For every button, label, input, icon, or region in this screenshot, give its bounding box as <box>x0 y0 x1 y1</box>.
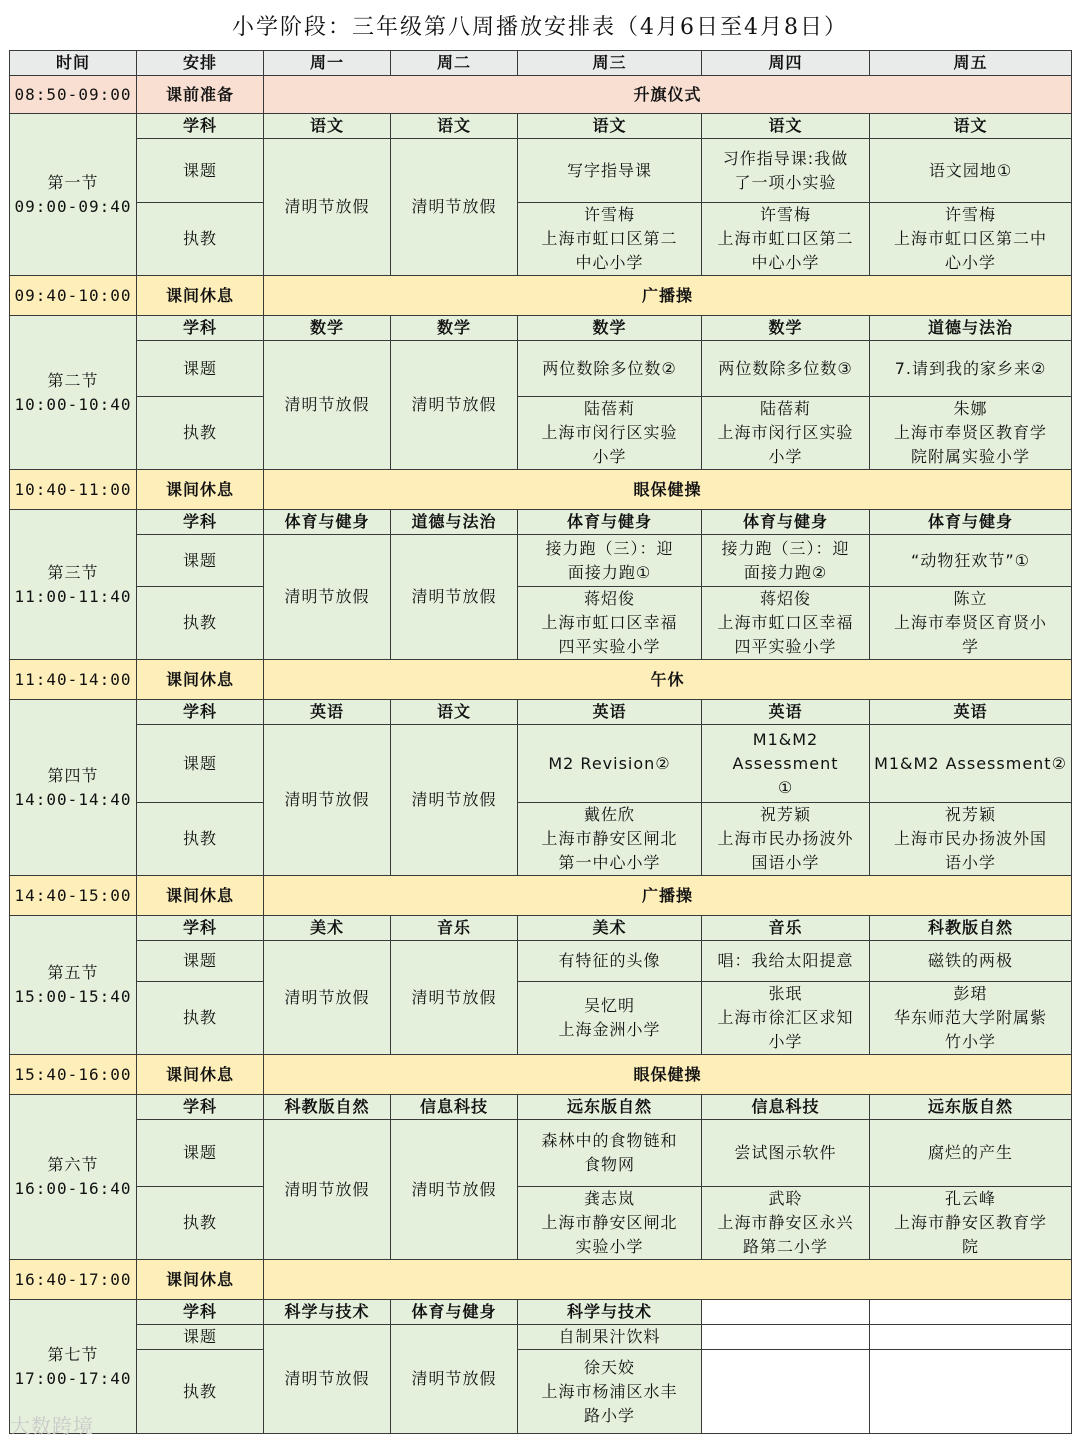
period-label-line: 14:00-14:40 <box>14 789 132 809</box>
table-row <box>10 51 1072 76</box>
table-row <box>10 276 1072 316</box>
wednesday-subject: 远东版自然 <box>518 1095 702 1120</box>
teacher-line: 语小学 <box>944 853 996 872</box>
row-label-subject: 学科 <box>137 1300 264 1325</box>
wednesday-teacher <box>518 1187 702 1260</box>
period-label-line: 16:00-16:40 <box>14 1179 132 1198</box>
tuesday-subject: 道德与法治 <box>391 510 518 535</box>
row-label-subject: 学科 <box>137 510 264 535</box>
wednesday-subject: 英语 <box>518 700 702 725</box>
topic-line: 面接力跑② <box>743 562 828 582</box>
period-label <box>10 1095 137 1260</box>
wednesday-teacher <box>518 982 702 1055</box>
break-arrangement: 课间休息 <box>137 1055 264 1095</box>
teacher-line: 上海市静安区永兴 <box>717 1213 854 1232</box>
friday-teacher <box>870 1350 1072 1434</box>
watermark: 大数跨境 <box>10 1414 94 1438</box>
monday-subject: 科教版自然 <box>264 1095 391 1120</box>
tuesday-holiday: 清明节放假 <box>391 1120 518 1260</box>
break-time: 15:40-16:00 <box>10 1055 137 1095</box>
teacher-line: 上海市虹口区第二 <box>541 229 678 248</box>
topic-line: M2 Revision② <box>548 753 671 773</box>
thursday-subject: 数学 <box>702 316 870 341</box>
teacher-line: 上海市闵行区实验 <box>541 423 678 442</box>
table-row <box>10 1260 1072 1300</box>
break-time: 14:40-15:00 <box>10 876 137 916</box>
table-row <box>10 660 1072 700</box>
teacher-line: 国语小学 <box>751 853 820 872</box>
wednesday-topic <box>518 1120 702 1187</box>
monday-subject: 语文 <box>264 114 391 139</box>
table-row <box>10 587 1072 660</box>
table-row <box>10 316 1072 341</box>
period-label-line: 第三节 <box>47 562 99 582</box>
period-label <box>10 700 137 876</box>
wednesday-topic <box>518 535 702 587</box>
row-label-teacher: 执教 <box>137 397 264 470</box>
teacher-line: 上海市民办扬波外 <box>717 829 854 848</box>
friday-topic <box>870 725 1072 803</box>
table-row <box>10 397 1072 470</box>
break-arrangement: 课前准备 <box>137 76 264 114</box>
friday-topic <box>870 341 1072 397</box>
wednesday-subject: 数学 <box>518 316 702 341</box>
table-row <box>10 982 1072 1055</box>
friday-topic <box>870 139 1072 203</box>
monday-subject: 英语 <box>264 700 391 725</box>
friday-teacher <box>870 397 1072 470</box>
topic-line: “动物狂欢节”① <box>911 550 1030 570</box>
table-row <box>10 1095 1072 1120</box>
teacher-line: 戴佐欣 <box>583 805 635 824</box>
friday-teacher <box>870 982 1072 1055</box>
column-header: 周五 <box>870 51 1072 76</box>
topic-line: 习作指导课:我做 <box>722 148 849 168</box>
column-header: 周四 <box>702 51 870 76</box>
thursday-topic <box>702 535 870 587</box>
table-row <box>10 803 1072 876</box>
thursday-teacher <box>702 1350 870 1434</box>
teacher-line: 吴忆明 <box>583 996 635 1015</box>
teacher-line: 上海市静安区闸北 <box>541 829 678 848</box>
topic-line: 面接力跑① <box>567 562 652 582</box>
teacher-line: 上海市虹口区幸福 <box>717 613 854 632</box>
break-time: 11:40-14:00 <box>10 660 137 700</box>
teacher-line: 武聆 <box>768 1189 803 1208</box>
monday-subject: 数学 <box>264 316 391 341</box>
monday-subject: 体育与健身 <box>264 510 391 535</box>
teacher-line: 上海市静安区教育学 <box>893 1213 1047 1232</box>
tuesday-subject: 体育与健身 <box>391 1300 518 1325</box>
monday-holiday: 清明节放假 <box>264 535 391 660</box>
friday-topic <box>870 535 1072 587</box>
wednesday-topic <box>518 1325 702 1350</box>
tuesday-subject: 语文 <box>391 700 518 725</box>
topic-line: 语文园地① <box>928 160 1013 180</box>
monday-subject: 科学与技术 <box>264 1300 391 1325</box>
teacher-line: 小学 <box>768 447 803 466</box>
break-time: 09:40-10:00 <box>10 276 137 316</box>
period-label <box>10 316 137 470</box>
wednesday-topic <box>518 341 702 397</box>
teacher-line: 上海市奉贤区育贤小 <box>893 613 1047 632</box>
teacher-line: 徐天姣 <box>583 1357 635 1377</box>
teacher-line: 学 <box>961 637 979 656</box>
row-label-teacher: 执教 <box>137 1350 264 1434</box>
friday-teacher <box>870 1187 1072 1260</box>
row-label-topic: 课题 <box>137 535 264 587</box>
thursday-subject <box>702 1300 870 1325</box>
row-label-teacher: 执教 <box>137 1187 264 1260</box>
page-title: 小学阶段：三年级第八周播放安排表（4月6日至4月8日） <box>232 15 848 40</box>
break-time: 16:40-17:00 <box>10 1260 137 1300</box>
tuesday-holiday: 清明节放假 <box>391 139 518 276</box>
teacher-line: 院 <box>961 1237 979 1256</box>
teacher-line: 祝芳颖 <box>759 805 811 824</box>
teacher-line: 小学 <box>768 1032 803 1051</box>
teacher-line: 上海市闵行区实验 <box>717 423 854 442</box>
friday-subject: 语文 <box>870 114 1072 139</box>
monday-holiday: 清明节放假 <box>264 1120 391 1260</box>
break-arrangement: 课间休息 <box>137 276 264 316</box>
thursday-subject: 语文 <box>702 114 870 139</box>
row-label-subject: 学科 <box>137 316 264 341</box>
row-label-teacher: 执教 <box>137 982 264 1055</box>
monday-holiday: 清明节放假 <box>264 341 391 470</box>
wednesday-topic <box>518 941 702 982</box>
tuesday-holiday: 清明节放假 <box>391 535 518 660</box>
thursday-topic <box>702 941 870 982</box>
teacher-line: 孔云峰 <box>944 1189 996 1208</box>
column-header: 时间 <box>10 51 137 76</box>
period-label-line: 第四节 <box>47 765 99 785</box>
friday-teacher <box>870 203 1072 276</box>
teacher-line: 许雪梅 <box>759 205 811 224</box>
thursday-subject: 信息科技 <box>702 1095 870 1120</box>
teacher-line: 四平实验小学 <box>734 637 837 656</box>
tuesday-subject: 信息科技 <box>391 1095 518 1120</box>
break-event: 眼保健操 <box>264 470 1072 510</box>
topic-line: M1&M2 Assessment <box>732 729 839 773</box>
monday-holiday: 清明节放假 <box>264 1325 391 1434</box>
teacher-line: 华东师范大学附属紫 <box>893 1008 1047 1027</box>
table-row <box>10 76 1072 114</box>
wednesday-teacher <box>518 587 702 660</box>
table-row <box>10 1187 1072 1260</box>
thursday-teacher <box>702 803 870 876</box>
tuesday-subject: 数学 <box>391 316 518 341</box>
teacher-line: 上海市徐汇区求知 <box>717 1008 854 1027</box>
friday-topic <box>870 1120 1072 1187</box>
table-row <box>10 700 1072 725</box>
teacher-line: 竹小学 <box>944 1032 996 1051</box>
table-row <box>10 535 1072 587</box>
row-label-teacher: 执教 <box>137 587 264 660</box>
friday-subject: 英语 <box>870 700 1072 725</box>
topic-line: 7.请到我的家乡来② <box>894 358 1047 378</box>
teacher-line: 中心小学 <box>575 253 644 272</box>
row-label-topic: 课题 <box>137 1120 264 1187</box>
teacher-line: 心小学 <box>944 253 996 272</box>
teacher-line: 陈立 <box>953 589 988 608</box>
row-label-subject: 学科 <box>137 114 264 139</box>
teacher-line: 陆蓓莉 <box>583 399 635 418</box>
period-label <box>10 114 137 276</box>
period-label-line: 10:00-10:40 <box>14 394 132 414</box>
teacher-line: 路第二小学 <box>742 1237 828 1256</box>
table-row <box>10 1055 1072 1095</box>
teacher-line: 彭珺 <box>953 984 988 1003</box>
teacher-line: 蒋炤俊 <box>759 589 811 608</box>
thursday-teacher <box>702 203 870 276</box>
thursday-topic <box>702 1120 870 1187</box>
teacher-line: 上海市静安区闸北 <box>541 1213 678 1232</box>
topic-line: 两位数除多位数② <box>542 358 677 378</box>
row-label-subject: 学科 <box>137 1095 264 1120</box>
period-label-line: 第六节 <box>47 1155 99 1174</box>
wednesday-teacher <box>518 203 702 276</box>
wednesday-topic <box>518 725 702 803</box>
break-time: 10:40-11:00 <box>10 470 137 510</box>
row-label-teacher: 执教 <box>137 803 264 876</box>
tuesday-subject: 音乐 <box>391 916 518 941</box>
topic-line: 森林中的食物链和 <box>541 1131 678 1150</box>
period-label-line: 第七节 <box>47 1344 99 1364</box>
friday-topic <box>870 941 1072 982</box>
table-row <box>10 470 1072 510</box>
teacher-line: 四平实验小学 <box>558 637 661 656</box>
teacher-line: 院附属实验小学 <box>910 447 1030 466</box>
table-row <box>10 725 1072 803</box>
thursday-subject: 音乐 <box>702 916 870 941</box>
thursday-topic <box>702 341 870 397</box>
row-label-topic: 课题 <box>137 941 264 982</box>
teacher-line: 上海市虹口区第二中 <box>893 229 1047 248</box>
thursday-topic <box>702 1325 870 1350</box>
teacher-line: 上海市虹口区第二 <box>717 229 854 248</box>
column-header: 周一 <box>264 51 391 76</box>
break-event: 眼保健操 <box>264 1055 1072 1095</box>
break-event: 广播操 <box>264 276 1072 316</box>
period-label-line: 15:00-15:40 <box>14 987 132 1006</box>
teacher-line: 蒋炤俊 <box>583 589 635 608</box>
friday-subject: 体育与健身 <box>870 510 1072 535</box>
topic-line: M1&M2 Assessment② <box>874 753 1067 773</box>
column-header: 周三 <box>518 51 702 76</box>
wednesday-topic <box>518 139 702 203</box>
monday-holiday: 清明节放假 <box>264 139 391 276</box>
monday-subject: 美术 <box>264 916 391 941</box>
friday-teacher <box>870 803 1072 876</box>
teacher-line: 陆蓓莉 <box>759 399 811 418</box>
teacher-line: 上海金洲小学 <box>558 1020 661 1039</box>
teacher-line: 祝芳颖 <box>944 805 996 824</box>
topic-line: 尝试图示软件 <box>734 1143 837 1162</box>
teacher-line: 第一中心小学 <box>558 853 661 872</box>
period-label-line: 17:00-17:40 <box>14 1368 132 1388</box>
thursday-teacher <box>702 982 870 1055</box>
topic-line: ① <box>777 777 794 797</box>
table-row <box>10 1350 1072 1434</box>
friday-subject: 科教版自然 <box>870 916 1072 941</box>
tuesday-holiday: 清明节放假 <box>391 941 518 1055</box>
thursday-teacher <box>702 1187 870 1260</box>
break-arrangement: 课间休息 <box>137 660 264 700</box>
break-arrangement: 课间休息 <box>137 470 264 510</box>
wednesday-subject: 科学与技术 <box>518 1300 702 1325</box>
tuesday-holiday: 清明节放假 <box>391 341 518 470</box>
teacher-line: 上海市奉贤区教育学 <box>893 423 1047 442</box>
topic-line: 两位数除多位数③ <box>718 358 853 378</box>
teacher-line: 上海市民办扬波外国 <box>893 829 1047 848</box>
teacher-line: 张珉 <box>768 984 803 1003</box>
topic-line: 食物网 <box>583 1155 635 1174</box>
topic-line: 磁铁的两极 <box>927 951 1013 970</box>
table-row <box>10 1120 1072 1187</box>
friday-subject: 远东版自然 <box>870 1095 1072 1120</box>
topic-line: 有特征的头像 <box>558 951 661 970</box>
period-label-line: 第五节 <box>47 963 99 982</box>
break-arrangement: 课间休息 <box>137 1260 264 1300</box>
row-label-topic: 课题 <box>137 725 264 803</box>
topic-line: 写字指导课 <box>566 160 652 180</box>
topic-line: 接力跑（三）：迎 <box>721 538 850 558</box>
wednesday-subject: 语文 <box>518 114 702 139</box>
table-row <box>10 139 1072 203</box>
tuesday-holiday: 清明节放假 <box>391 725 518 876</box>
teacher-line: 路小学 <box>583 1405 635 1425</box>
topic-line: 唱：我给太阳提意 <box>717 951 854 970</box>
tuesday-subject: 语文 <box>391 114 518 139</box>
wednesday-subject: 美术 <box>518 916 702 941</box>
teacher-line: 龚志岚 <box>583 1189 635 1208</box>
table-row <box>10 1300 1072 1325</box>
teacher-line: 许雪梅 <box>944 205 996 224</box>
break-event <box>264 1260 1072 1300</box>
table-row <box>10 341 1072 397</box>
table-row <box>10 916 1072 941</box>
row-label-topic: 课题 <box>137 1325 264 1350</box>
topic-line: 自制果汁饮料 <box>558 1327 661 1346</box>
topic-line: 腐烂的产生 <box>927 1143 1013 1162</box>
friday-teacher <box>870 587 1072 660</box>
row-label-teacher: 执教 <box>137 203 264 276</box>
period-label <box>10 510 137 660</box>
friday-subject <box>870 1300 1072 1325</box>
break-event: 广播操 <box>264 876 1072 916</box>
table-row <box>10 510 1072 535</box>
break-arrangement: 课间休息 <box>137 876 264 916</box>
friday-subject: 道德与法治 <box>870 316 1072 341</box>
friday-topic <box>870 1325 1072 1350</box>
teacher-line: 许雪梅 <box>583 205 635 224</box>
thursday-teacher <box>702 397 870 470</box>
break-event: 升旗仪式 <box>264 76 1072 114</box>
row-label-subject: 学科 <box>137 700 264 725</box>
topic-line: 接力跑（三）：迎 <box>545 538 674 558</box>
period-label-line: 第一节 <box>47 172 99 192</box>
thursday-teacher <box>702 587 870 660</box>
row-label-topic: 课题 <box>137 341 264 397</box>
period-label-line: 11:00-11:40 <box>14 586 132 606</box>
table-row <box>10 114 1072 139</box>
table-row <box>10 941 1072 982</box>
column-header: 安排 <box>137 51 264 76</box>
thursday-subject: 英语 <box>702 700 870 725</box>
column-header: 周二 <box>391 51 518 76</box>
wednesday-teacher <box>518 803 702 876</box>
teacher-line: 朱娜 <box>953 399 988 418</box>
topic-line: 了一项小实验 <box>734 172 837 192</box>
period-label-line: 09:00-09:40 <box>14 196 132 216</box>
period-label <box>10 916 137 1055</box>
teacher-line: 小学 <box>592 447 627 466</box>
wednesday-subject: 体育与健身 <box>518 510 702 535</box>
teacher-line: 中心小学 <box>751 253 820 272</box>
monday-holiday: 清明节放假 <box>264 725 391 876</box>
teacher-line: 上海市杨浦区水丰 <box>541 1381 678 1401</box>
table-row <box>10 203 1072 276</box>
thursday-topic <box>702 139 870 203</box>
monday-holiday: 清明节放假 <box>264 941 391 1055</box>
thursday-topic <box>702 725 870 803</box>
break-event: 午休 <box>264 660 1072 700</box>
schedule-table <box>9 50 1072 1434</box>
wednesday-teacher <box>518 1350 702 1434</box>
thursday-subject: 体育与健身 <box>702 510 870 535</box>
break-time: 08:50-09:00 <box>10 76 137 114</box>
table-row <box>10 876 1072 916</box>
period-label-line: 第二节 <box>47 370 99 390</box>
wednesday-teacher <box>518 397 702 470</box>
teacher-line: 上海市虹口区幸福 <box>541 613 678 632</box>
tuesday-holiday: 清明节放假 <box>391 1325 518 1434</box>
row-label-topic: 课题 <box>137 139 264 203</box>
row-label-subject: 学科 <box>137 916 264 941</box>
table-row <box>10 1325 1072 1350</box>
teacher-line: 实验小学 <box>575 1237 644 1256</box>
